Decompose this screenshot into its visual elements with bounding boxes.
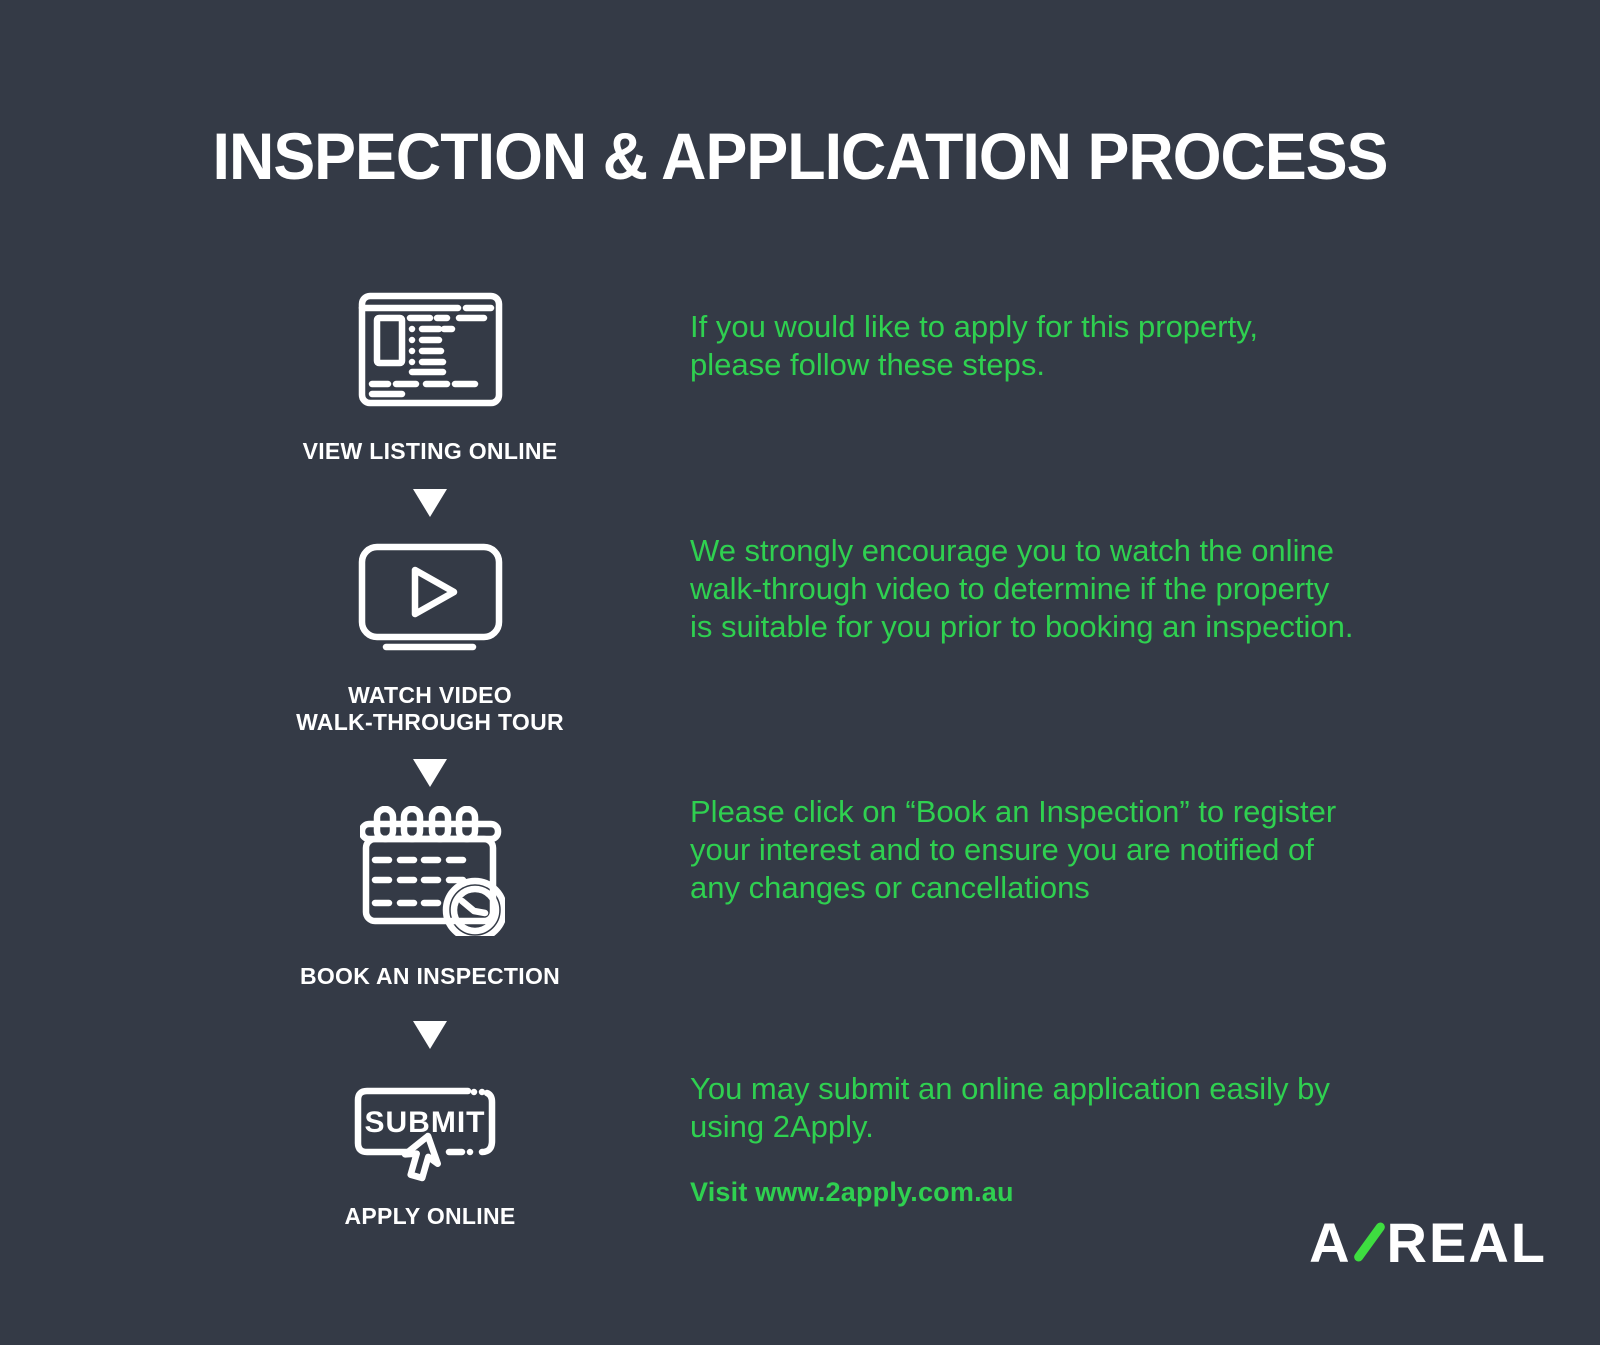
clock-hands: [462, 901, 485, 913]
step-description-apply-online: [690, 1070, 1510, 1146]
desc-line: your interest and to ensure you are notified of: [690, 832, 1314, 867]
step-label-line: VIEW LISTING ONLINE: [302, 438, 558, 464]
step-label-book-inspection: [250, 963, 610, 990]
desc-line: please follow these steps.: [690, 347, 1045, 382]
submit-cursor-icon: [353, 1086, 503, 1186]
listing-photo-placeholder: [377, 318, 402, 363]
step-label-watch-video: [250, 682, 610, 736]
desc-line: We strongly encourage you to watch the online: [690, 533, 1334, 568]
step-label-line: WALK-THROUGH TOUR: [296, 709, 564, 735]
step-description-view-listing: [690, 308, 1510, 384]
desc-line: walk-through video to determine if the property: [690, 571, 1330, 606]
submit-button-text: SUBMIT: [364, 1106, 486, 1139]
desc-line: Please click on “Book an Inspection” to register: [690, 794, 1337, 829]
browser-listing-icon: [358, 292, 503, 407]
step-description-watch-video: [690, 532, 1510, 646]
visit-url-note: Visit www.2apply.com.au: [690, 1177, 1014, 1207]
desc-line: using 2Apply.: [690, 1109, 874, 1144]
step-description-book-inspection: [690, 793, 1510, 907]
step-label-line: WATCH VIDEO: [348, 682, 512, 708]
desc-line: You may submit an online application easily by: [690, 1071, 1330, 1106]
calendar-clock-icon: [360, 806, 505, 936]
play-triangle: [415, 570, 454, 614]
logo-letter-a: A: [1309, 1210, 1352, 1274]
logo-slash-icon: [1352, 1221, 1386, 1264]
down-arrow-icon: [412, 758, 448, 788]
page-title: INSPECTION & APPLICATION PROCESS: [212, 119, 1388, 193]
video-play-icon: [358, 543, 503, 653]
down-arrow-icon: [412, 1020, 448, 1050]
areal-logo: [1309, 1212, 1547, 1272]
desc-line: is suitable for you prior to booking an inspection.: [690, 609, 1354, 644]
step-label-apply-online: [250, 1203, 610, 1230]
desc-line: If you would like to apply for this property,: [690, 309, 1259, 344]
step-label-view-listing: [250, 438, 610, 465]
desc-line: any changes or cancellations: [690, 870, 1090, 905]
down-arrow-icon: [412, 488, 448, 518]
step-label-line: APPLY ONLINE: [344, 1203, 516, 1229]
logo-text-real: REAL: [1386, 1210, 1547, 1274]
video-screen: [362, 547, 499, 637]
step-label-line: BOOK AN INSPECTION: [299, 963, 561, 989]
